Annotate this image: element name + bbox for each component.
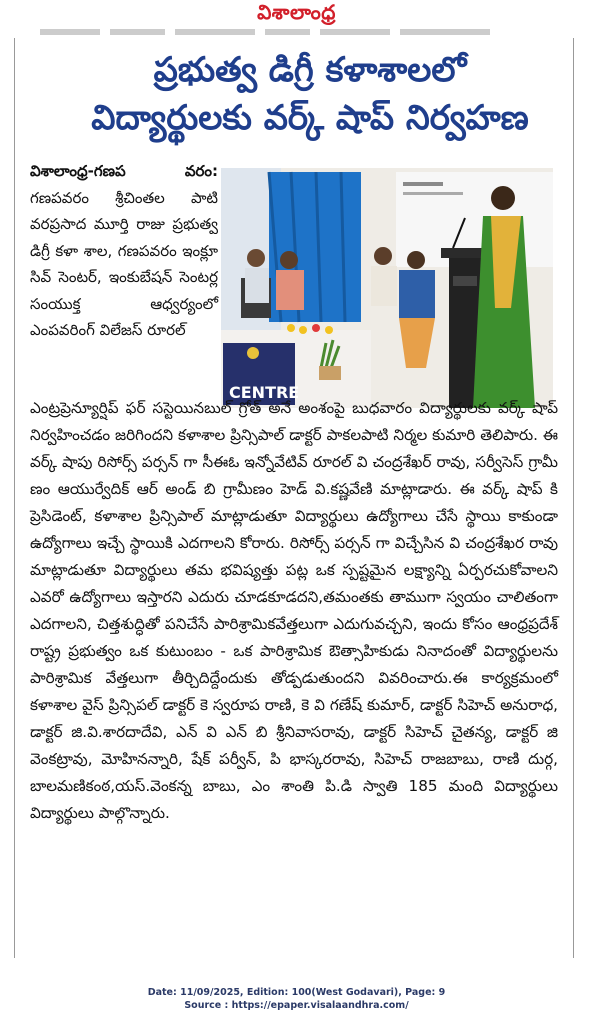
headline [40,48,580,140]
source-link[interactable]: Source : https://epaper.visalaandhra.com/ [184,1000,409,1011]
masthead [0,0,593,26]
dateline: విశాలాంధ్ర-గణప వరం: [30,162,218,180]
event-photo [221,168,553,408]
cropped-text-strip [40,26,495,38]
column-rule-left [14,38,15,958]
edition-info: Date: 11/09/2025, Edition: 100(West Godavari), Page: 9 [147,987,446,998]
headline-line-2: విద్యార్థులకు వర్క్ షాప్ నిర్వహణ [91,98,529,138]
workshop-stage-illustration [221,168,553,408]
page-footer [0,986,593,1012]
headline-line-1: ప్రభుత్వ డిగ్రీ కళాశాలలో [153,50,467,90]
column-rule-right [573,38,574,958]
article-body: ఎంట్రప్రెన్యూర్షిప్ ఫర్ సస్టెయినబుల్ గ్రోత్ అనే అంశంపై బుధవారం విద్యార్థులకు వర్క్ షాప్ నిర్వహించడం జరిగిందని కళాశాల ప్రిన్సిపాల్ డాక్టర్ పాకలపాటి నిర్మల కుమారి తెలిపారు. ఈ వర్క్ షాపు రిసోర్స్ పర్సన్ గా సీఈఓ ఇన్నోవేటివ్ రూరల్ వి చంద్రశేఖర్ రావు, సర్వీసెస్ గ్రామీ ణం ఆయుర్వేదిక్ ఆర్ అండ్ బి గ్రామీణం హెడ్ వి.కష్ణవేణి మాట్లాడారు. ఈ వర్క్ షాప్ కి ప్రెసిడెంట్, కళాశాల ప్రిన్సిపాల్ మాట్లాడుతూ విద్యార్థులు ఉద్యోగాలు చేసే స్థాయి కాకుండా ఉద్యోగాలు ఇచ్చే స్థాయికి ఎదగాలని కోరారు. రిసోర్స్ పర్సన్ గా విచ్చేసిన వి చంద్రశేఖర రావు మాట్లాడుతూ విద్యార్థులు తమ భవిష్యత్తు పట్ల ఒక స్పష్టమైన లక్ష్యాన్ని ఏర్పరచుకోవాలని ఎవరో ఉద్యోగాలు ఇస్తారని ఎదురు చూడకూడదని,తమంతకు తాముగా స్వయం చాలితంగా ఎదగాలని, చిత్తశుద్ధితో పనిచేసే పారిశ్రామికవేత్తలుగా ఎదుగువచ్చని, ఇందు కోసం ఆంధ్రప్రదేశ్ రాష్ట్ర ప్రభుత్వం ఒక కుటుంబం - ఒక పారిశ్రామిక ఔత్సాహికుడు నినాదంతో విద్యార్థులను పారిశ్రామిక వేత్తలుగా తీర్చిదిద్దేందుకు తోడ్పడుతుందని వివరించారు.ఈ కార్యక్రమంలో కళాశాల వైస్ ప్రిన్సిపల్ డాక్టర్ కె స్వరూప రాణి, కె వి గణేష్ కుమార్, డాక్టర్ సిహెచ్ అనురాధ, డాక్టర్ జి.వి.శారదాదేవి, ఎన్ వి ఎన్ బి శ్రీనివాసరావు, డాక్టర్ సిహెచ్ చైతన్య, డాక్టర్ జి వెంకట్రావు, మోహినన్నారి, షేక్ పర్వీన్, పి భాస్కరరావు, సిహెచ్ రాజబాబు, రాణి దుర్గ, బాలమణికంఠ,యస్.వెంకన్న బాబు, ఎం శాంతి పి.డి స్వాతి 185 మంది విద్యార్థులు విద్యార్థులు పాల్గొన్నారు. [30,399,558,822]
article-lead [30,158,218,344]
masthead-title: విశాలాంధ్ర [257,0,336,24]
banner-text: CENTRE [229,383,300,402]
lead-paragraph: గణపవరం శ్రీచింతల పాటి వరప్రసాద మూర్తి రాజు ప్రభుత్వ డిగ్రీ కళా శాల, గణపవరం ఇంక్లూ సివ్ సెంటర్, ఇంకుబేషన్ సెంటర్ల సంయుక్త ఆధ్వర్యంలో ఎంపవరింగ్ విలేజస్ రూరల్ [30,188,218,339]
previous-article-fragment [40,26,495,40]
